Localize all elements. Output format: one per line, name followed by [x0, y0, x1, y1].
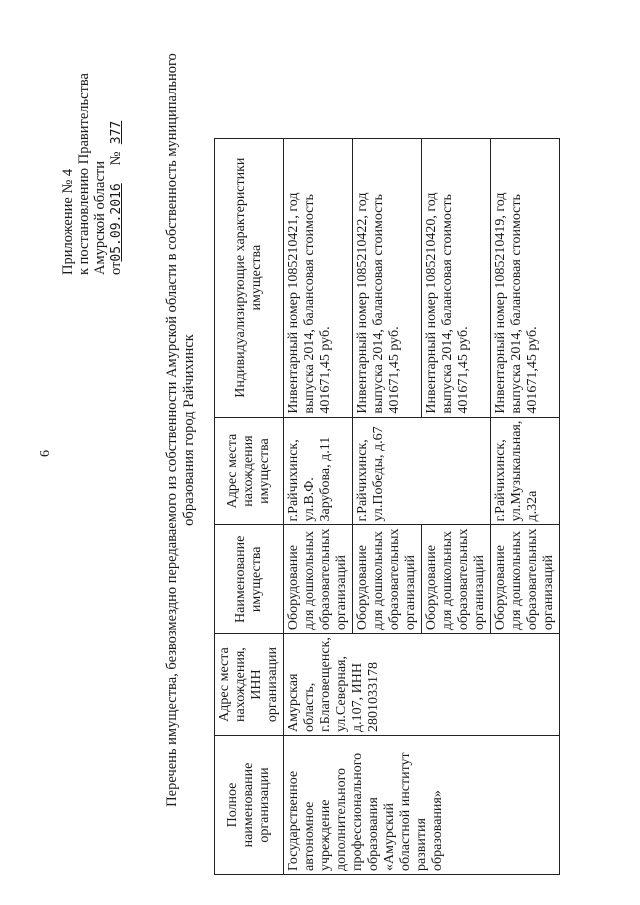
header-characteristics: Индивидуализирующие характеристики имущества [215, 138, 284, 417]
property-name-cell: Оборудование для дошкольных образовательных организаций [491, 525, 560, 634]
property-details-cell: Инвентарный номер 1085210421, год выпуска 2014, балансовая стоимость 401671,45 руб. [284, 138, 353, 417]
property-address-cell: г.Райчихинск, ул.Победы, д.67 [353, 417, 491, 525]
document-number: 377 [109, 120, 124, 145]
property-address-cell: г.Райчихинск, ул.Музыкальная, д.32а [491, 417, 560, 525]
header-organization: Полное наименование организации [215, 736, 284, 875]
header-property-name: Наименование имущества [215, 525, 284, 634]
document-date: 05.09.2016 [109, 183, 124, 262]
table-row [284, 138, 353, 874]
document-title: Перечень имущества, безвозмездно передаваемого из собственности Амурской области в собственность муниципального образования город Райчихинск [164, 53, 197, 807]
appendix-title: Приложение № 4 [60, 168, 76, 275]
appendix-header [60, 5, 125, 275]
header-property-address: Адрес места нахождения имущества [215, 417, 284, 525]
header-org-address: Адрес места нахождения, ИНН организации [215, 634, 284, 736]
property-details-cell: Инвентарный номер 1085210422, год выпуска 2014, балансовая стоимость 401671,45 руб. [353, 138, 422, 417]
property-details-cell: Инвентарный номер 1085210419, год выпуска 2014, балансовая стоимость 401671,45 руб. [491, 138, 560, 417]
page-number: 6 [38, 450, 53, 457]
property-details-cell: Инвентарный номер 1085210420, год выпуска 2014, балансовая стоимость 401671,45 руб. [422, 138, 491, 417]
date-prefix: от [108, 261, 124, 275]
property-name-cell: Оборудование для дошкольных образовательных организаций [284, 525, 353, 634]
property-name-cell: Оборудование для дошкольных образовательных организаций [422, 525, 491, 634]
appendix-date-number [108, 5, 125, 275]
appendix-region: Амурской области [92, 161, 108, 275]
number-prefix: № [108, 151, 124, 166]
appendix-ref: к постановлению Правительства [76, 73, 92, 275]
property-name-cell: Оборудование для дошкольных образовательных организаций [353, 525, 422, 634]
organization-cell: Государственное автономное учреждение дополнительного профессионального образования «Амурский областной институт развития образования» [284, 736, 560, 875]
table-header-row [215, 138, 284, 874]
org-address-cell: Амурская область, г.Благовещенск, ул.Северная, д.107, ИНН 2801033178 [284, 634, 560, 736]
property-table [214, 138, 560, 875]
property-address-cell: г.Райчихинск, ул.В.Ф. Зарубова, д.11 [284, 417, 353, 525]
